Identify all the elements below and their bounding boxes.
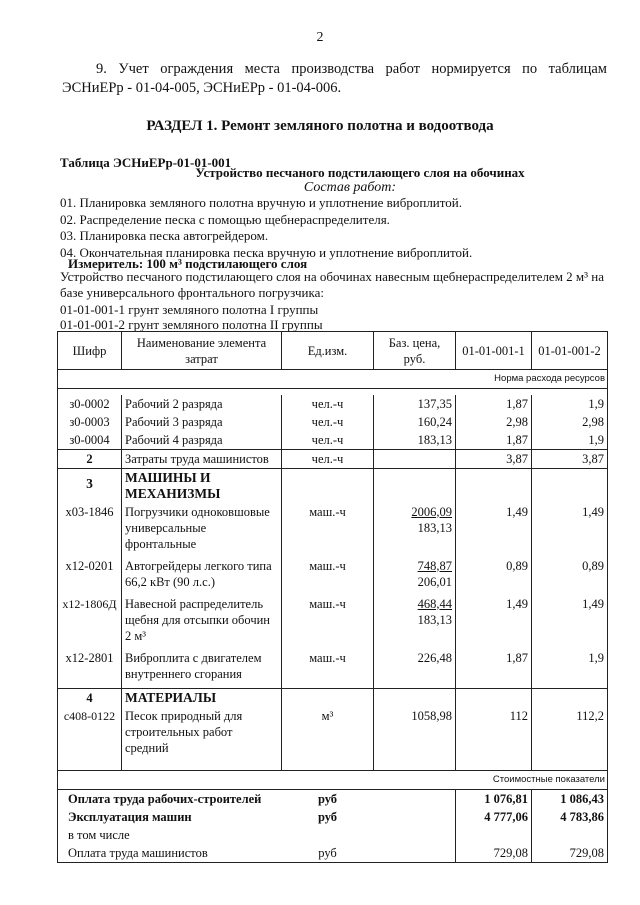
header-col2: 01-01-001-2 [532, 332, 608, 370]
materials-header: 4 МАТЕРИАЛЫ [58, 688, 608, 707]
header-name: Наименование элемента затрат [122, 332, 282, 370]
header-code: Шифр [58, 332, 122, 370]
cost-label: Стоимостные показатели [58, 770, 608, 789]
description: Устройство песчаного подстилающего слоя на обочинах навесным щебнераспределителем 2 м³ на базе универсального фронтального погрузчика: [60, 269, 605, 300]
work-item: 04. Окончательная планировка песка вручную и уплотнение виброплитой. [60, 244, 473, 260]
header-price: Баз. цена, руб. [374, 332, 456, 370]
section-title: РАЗДЕЛ 1. Ремонт земляного полотна и водоотвода [146, 118, 494, 134]
page-number: 2 [316, 30, 324, 45]
table-row-machinists: 2 Затраты труда машинистов чел.-ч 3,87 3,87 [58, 449, 608, 468]
total-row: Оплата труда рабочих-строителей руб 1 076,81 1 086,43 [58, 789, 608, 808]
total-row: Эксплуатация машин руб 4 777,06 4 783,86 [58, 808, 608, 826]
paragraph-9-line2: ЭСНиЕРр - 01-04-005, ЭСНиЕРр - 01-04-006. [62, 80, 342, 96]
table-row: х12-0201 Автогрейдеры легкого типа 66,2 кВт (90 л.с.) маш.-ч 748,87 206,01 0,89 0,89 [58, 557, 608, 595]
header-unit: Ед.изм. [282, 332, 374, 370]
table-row: з0-0003 Рабочий 3 разряда чел.-ч 160,24 2,98 2,98 [58, 413, 608, 431]
table-row: х12-2801 Виброплита с двигателем внутреннего сгорания маш.-ч 226,48 1,87 1,9 [58, 649, 608, 689]
table-row: х03-1846 Погрузчики одноковшовые универсальные фронтальные маш.-ч 2006,09 183,13 1,49 1,49 [58, 503, 608, 557]
machines-header: 3 МАШИНЫ И МЕХАНИЗМЫ [58, 468, 608, 503]
table-name: Таблица ЭСНиЕРр-01-01-001 [60, 155, 232, 170]
work-item: 01. Планировка земляного полотна вручную и уплотнение виброплитой. [60, 195, 462, 210]
table-row: з0-0004 Рабочий 4 разряда чел.-ч 183,13 1,87 1,9 [58, 431, 608, 450]
variant-1: 01-01-001-1 грунт земляного полотна I группы [60, 302, 319, 317]
variant-2: 01-01-001-2 грунт земляного полотна II группы [60, 317, 323, 332]
total-row: в том числе [58, 826, 608, 844]
work-item: 02. Распределение песка с помощью щебнераспределителя. [60, 211, 390, 227]
table-row: з0-0002 Рабочий 2 разряда чел.-ч 137,35 1,87 1,9 [58, 395, 608, 413]
resource-table [57, 331, 608, 863]
paragraph-9-line1: 9. Учет ограждения места производства работ нормируется по таблицам [96, 61, 607, 77]
meter: Измеритель: 100 м³ подстилающего слоя [68, 256, 308, 271]
composition-title: Состав работ: [303, 180, 397, 195]
total-row: Оплата труда машинистов руб 729,08 729,08 [58, 844, 608, 863]
table-row: х12-1806Д Навесной распределитель щебня для отсыпки обочин 2 м³ маш.-ч 468,44 183,13 1,49 1,49 [58, 595, 608, 649]
table-row: с408-0122 Песок природный для строительных работ средний м³ 1058,98 112 112,2 [58, 707, 608, 771]
works-list [60, 195, 472, 261]
paragraph-9 [62, 60, 607, 98]
header-col1: 01-01-001-1 [456, 332, 532, 370]
table-description: Устройство песчаного подстилающего слоя на обочинах [195, 165, 525, 180]
norm-label: Норма расхода ресурсов [58, 370, 608, 389]
work-item: 03. Планировка песка автогрейдером. [60, 228, 269, 243]
